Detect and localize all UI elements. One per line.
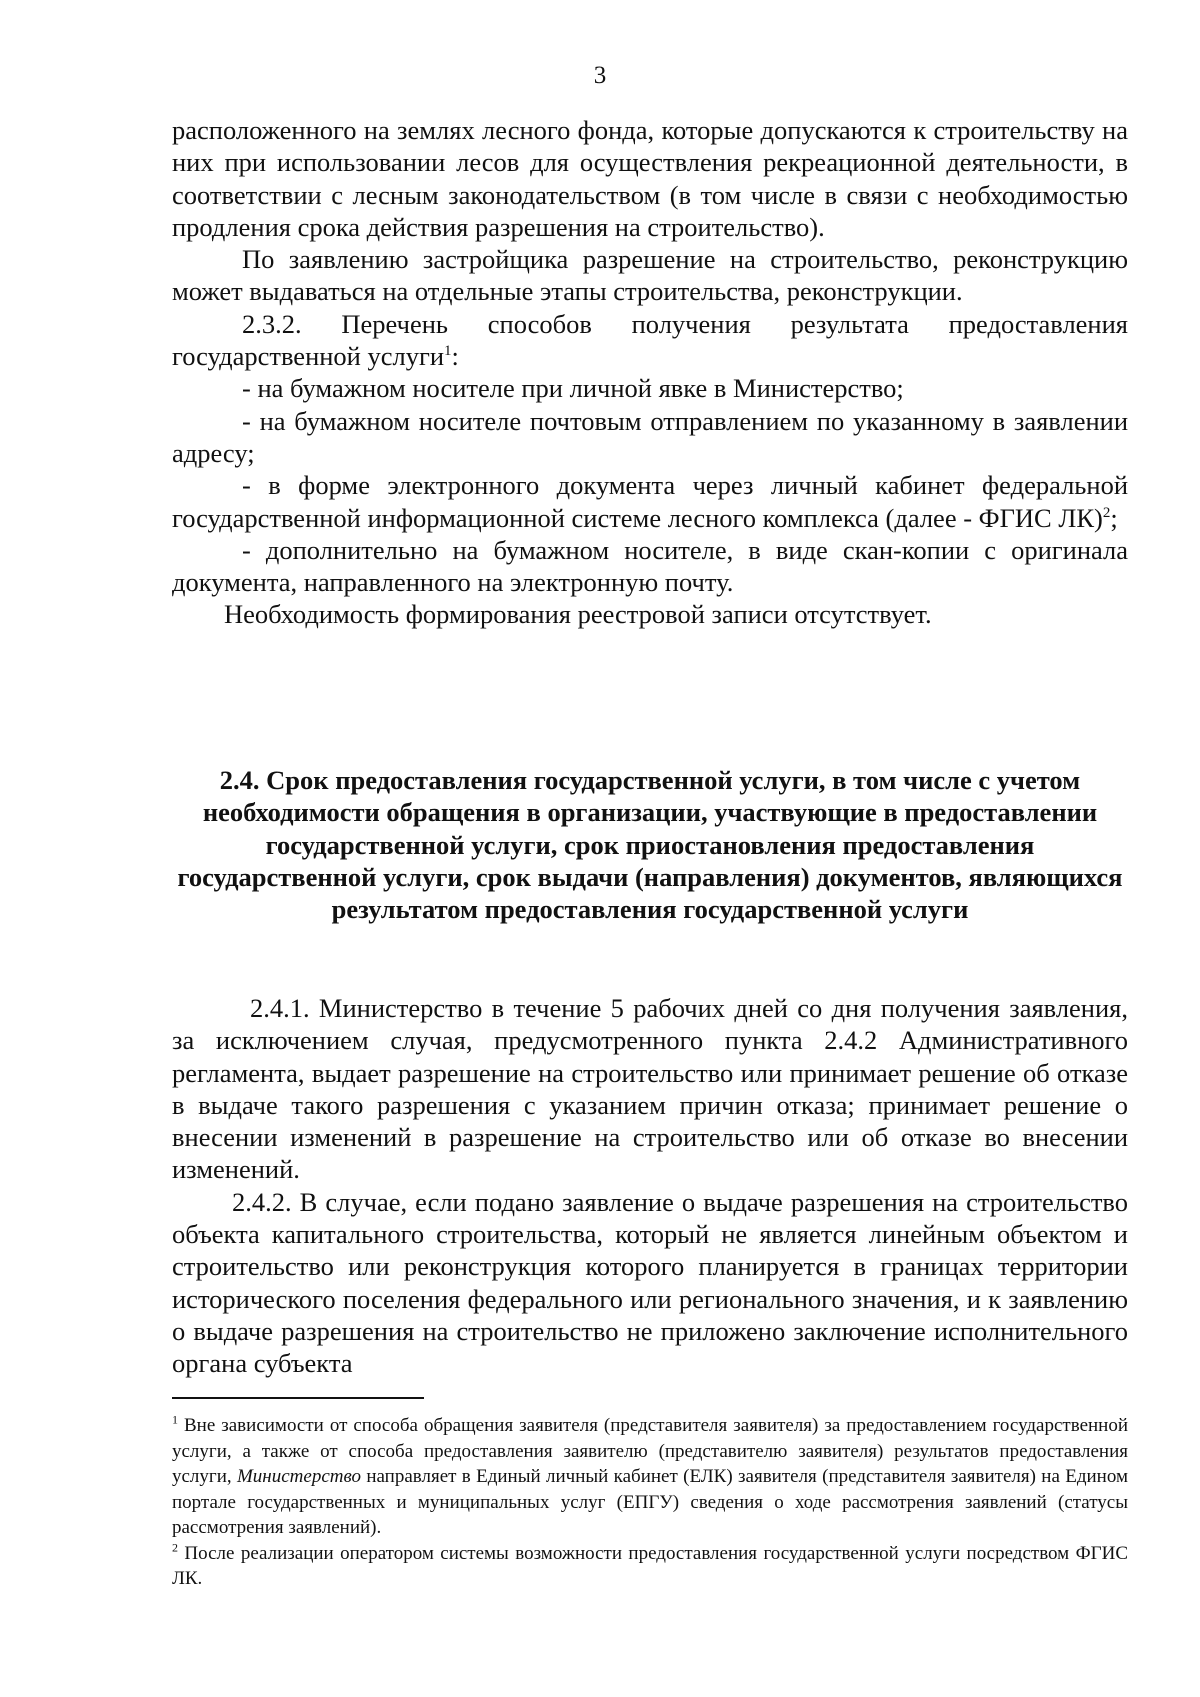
footnote-ref-1: 1 bbox=[444, 343, 452, 360]
paragraph-continuation: расположенного на землях лесного фонда, которые допускаются к строительству на них при использовании лесов для осуществления рекреационной деятельности, в соответствии с лесным законодательством (в том числе в связи с необходимостью продления срока действия разрешения на строительство). bbox=[172, 115, 1128, 242]
section-2-4-text bbox=[172, 992, 1128, 1380]
registry-note: Необходимость формирования реестровой записи отсутствует. bbox=[224, 599, 932, 630]
paragraph-2-4-2: 2.4.2. В случае, если подано заявление о выдаче разрешения на строительство объекта капитального строительства, который не является линейным объектом и строительство или реконструкция которого планируется в границах территории исторического поселения федерального или регионального значения, и к заявлению о выдаче разрешения на строительство не приложено заключение исполнительного органа субъекта bbox=[172, 1186, 1128, 1379]
paragraph-stages: По заявлению застройщика разрешение на строительство, реконструкцию может выдаваться на отдельные этапы строительства, реконструкции. bbox=[172, 244, 1128, 307]
footnote-divider bbox=[172, 1397, 424, 1399]
list-item-electronic bbox=[172, 469, 1128, 534]
list-item-scan: - дополнительно на бумажном носителе, в виде скан-копии с оригинала документа, направленного на электронную почту. bbox=[172, 534, 1128, 598]
footnote-1 bbox=[172, 1413, 1128, 1541]
page-number: 3 bbox=[593, 62, 607, 89]
footnote-2 bbox=[172, 1541, 1128, 1592]
list-item-electronic-suffix: ; bbox=[1110, 502, 1118, 533]
footnote-1-italic: Министерство bbox=[236, 1466, 361, 1487]
footnote-1-text-b: направляет в Единый личный кабинет (ЕЛК) заявителя (представителя заявителя) на Едином портале государственных и муниципальных услуг (ЕПГУ) сведения о ходе рассмотрения заявлений (статусы рассмотрения заявлений). bbox=[172, 1466, 1128, 1538]
paragraph-2-4-1: 2.4.1. Министерство в течение 5 рабочих дней со дня получения заявления, за исключением случая, предусмотренного пункта 2.4.2 Административного регламента, выдает разрешение на строительство или принимает решение об отказе в выдаче такого разрешения с указанием причин отказа; принимает решение о внесении изменений в разрешение на строительство или об отказе во внесении изменений. bbox=[172, 993, 1128, 1185]
list-item: - на бумажном носителе почтовым отправлением по указанному в заявлении адресу; bbox=[172, 405, 1128, 468]
footnotes bbox=[172, 1413, 1128, 1592]
paragraph-2-3-2-suffix: : bbox=[451, 341, 459, 372]
paragraph-2-3-2 bbox=[172, 308, 1128, 373]
paragraph-2-3-2-text: 2.3.2. Перечень способов получения результата предоставления государственной услуги bbox=[172, 308, 1128, 372]
footnote-2-mark: 2 bbox=[172, 1540, 178, 1555]
section-2-4-heading: 2.4. Срок предоставления государственной услуги, в том числе с учетом необходимости обращения в организации, участвующие в предоставлении государственной услуги, срок приостановления предоставления государственной услуги, срок выдачи (направления) документов, являющихся результатом предоставления государственной услуги bbox=[177, 765, 1123, 925]
footnote-1-text-a: Вне зависимости от способа обращения заявителя (представителя заявителя) за предоставлением государственной услуги, а также от способа предоставления заявителю (представителю заявителя) результатов предоставления услуги, bbox=[172, 1415, 1128, 1487]
footnote-2-text: После реализации оператором системы возможности предоставления государственной услуги посредством ФГИС ЛК. bbox=[172, 1542, 1128, 1589]
section-2-3-text bbox=[172, 114, 1128, 631]
list-item: - на бумажном носителе при личной явке в Министерство; bbox=[242, 373, 904, 404]
list-item-electronic-text: - в форме электронного документа через личный кабинет федеральной государственной информационной системе лесного комплекса (далее - ФГИС ЛК) bbox=[172, 470, 1128, 533]
footnote-ref-2: 2 bbox=[1102, 504, 1111, 521]
footnote-1-mark: 1 bbox=[172, 1412, 178, 1427]
